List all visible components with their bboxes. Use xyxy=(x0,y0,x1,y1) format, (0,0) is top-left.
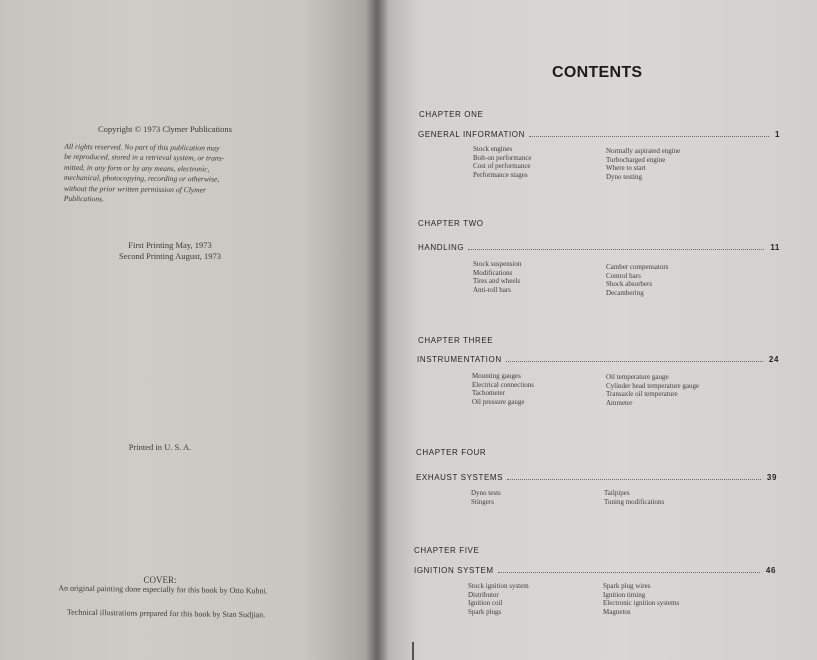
contents-title: CONTENTS xyxy=(552,64,643,81)
topic: Decambering xyxy=(606,288,644,297)
topics-left xyxy=(468,582,529,616)
rights-reserved-notice: All rights reserved. No part of this publication may be reproduced, stored in a retrieval system, or trans- mitted, in any form or by any means, electronic, mechanical, photocopying, recording or otherwise, without the prior written permission of Clymer Publications. xyxy=(63,141,225,204)
page-number: 1 xyxy=(774,130,780,139)
topic: Oil temperature gauge xyxy=(606,373,669,381)
topic: Tailpipes xyxy=(604,489,630,497)
topic: Stock engines xyxy=(473,145,513,153)
page-number: 24 xyxy=(768,355,779,364)
topic: Tuning modifications xyxy=(604,497,665,506)
chapter-title-row xyxy=(418,243,780,252)
topic: Camber compensators xyxy=(606,263,669,271)
printing-history xyxy=(70,240,270,262)
chapter-label: CHAPTER ONE xyxy=(419,110,484,119)
chapter-title-row xyxy=(414,566,776,575)
topic: Stock suspension xyxy=(473,260,522,268)
chapter-title: IGNITION SYSTEM xyxy=(414,566,494,575)
topic: Stingers xyxy=(471,497,494,506)
cover-credit: An original painting done especially for this book by Otto Kuhni. xyxy=(58,583,268,596)
chapter-title: INSTRUMENTATION xyxy=(417,355,502,364)
topic: Shock absorbers xyxy=(606,280,653,288)
topic: Stock ignition system xyxy=(468,582,529,590)
first-printing: First Printing May, 1973 xyxy=(128,240,212,250)
book-gutter xyxy=(366,0,388,660)
chapter-title-row xyxy=(416,473,777,482)
topics-left xyxy=(473,145,532,179)
leader-dots xyxy=(506,361,763,362)
topics-left xyxy=(473,260,521,294)
topic: Ignition timing xyxy=(603,590,646,599)
printed-in: Printed in U. S. A. xyxy=(128,442,192,452)
right-page xyxy=(376,0,817,660)
topic: Dyno tests xyxy=(471,489,501,497)
topic: Modifications xyxy=(473,268,513,277)
chapter-title: HANDLING xyxy=(418,243,465,252)
topic: Ignition coil xyxy=(468,599,503,607)
chapter-title: EXHAUST SYSTEMS xyxy=(416,473,504,482)
topic: Bolt-on performance xyxy=(473,153,532,162)
chapter-title: GENERAL INFORMATION xyxy=(418,130,525,139)
topic: Spark plugs xyxy=(468,607,502,616)
topic: Oil pressure gauge xyxy=(472,397,525,406)
chapter-label: CHAPTER FOUR xyxy=(416,448,487,457)
topics-right xyxy=(603,582,679,616)
topic: Cost of performance xyxy=(473,162,531,170)
illustration-credit: Technical illustrations prepared for this book by Stan Sudjian. xyxy=(66,607,266,620)
topics-left xyxy=(472,372,534,406)
topic: Magnetos xyxy=(603,607,631,616)
topics-right xyxy=(606,263,668,297)
left-page xyxy=(0,0,380,660)
topic: Electronic ignition systems xyxy=(603,599,680,607)
second-printing: Second Printing August, 1973 xyxy=(118,251,221,261)
topic: Spark plug wires xyxy=(603,582,651,590)
topic: Mounting gauges xyxy=(472,372,521,380)
copyright-notice: Copyright © 1973 Clymer Publications xyxy=(98,124,232,134)
chapter-label: CHAPTER THREE xyxy=(418,336,494,345)
topics-right xyxy=(606,147,680,181)
leader-dots xyxy=(468,249,764,250)
topic: Turbocharged engine xyxy=(606,155,666,164)
leader-dots xyxy=(529,136,769,137)
topic: Control bars xyxy=(606,271,641,280)
topics-right xyxy=(606,373,699,407)
topic: Cylinder head temperature gauge xyxy=(606,381,700,390)
topic: Anti-roll bars xyxy=(473,285,511,294)
chapter-title-row xyxy=(418,130,780,139)
topic: Normally aspirated engine xyxy=(606,147,681,155)
topic: Dyno testing xyxy=(606,172,642,181)
page-number: 46 xyxy=(765,566,776,575)
topic: Ammeter xyxy=(606,398,633,407)
topic: Performance stages xyxy=(473,170,528,179)
cover-heading: COVER: xyxy=(143,575,177,585)
chapter-title-row xyxy=(417,355,779,364)
topics-left xyxy=(471,489,501,506)
topic: Where to start xyxy=(606,164,646,172)
topic: Tachometer xyxy=(472,389,505,397)
chapter-label: CHAPTER FIVE xyxy=(414,546,480,555)
topic: Tires and wheels xyxy=(473,277,521,285)
topic: Electrical connections xyxy=(472,380,534,389)
page-number: 39 xyxy=(766,473,777,482)
leader-dots xyxy=(507,479,761,480)
topic: Transaxle oil temperature xyxy=(606,390,678,398)
page-shadow-mark xyxy=(412,642,414,660)
chapter-label: CHAPTER TWO xyxy=(418,219,484,228)
topics-right xyxy=(604,489,664,506)
page-number: 11 xyxy=(770,243,780,252)
topic: Distributor xyxy=(468,590,499,599)
leader-dots xyxy=(498,572,760,573)
